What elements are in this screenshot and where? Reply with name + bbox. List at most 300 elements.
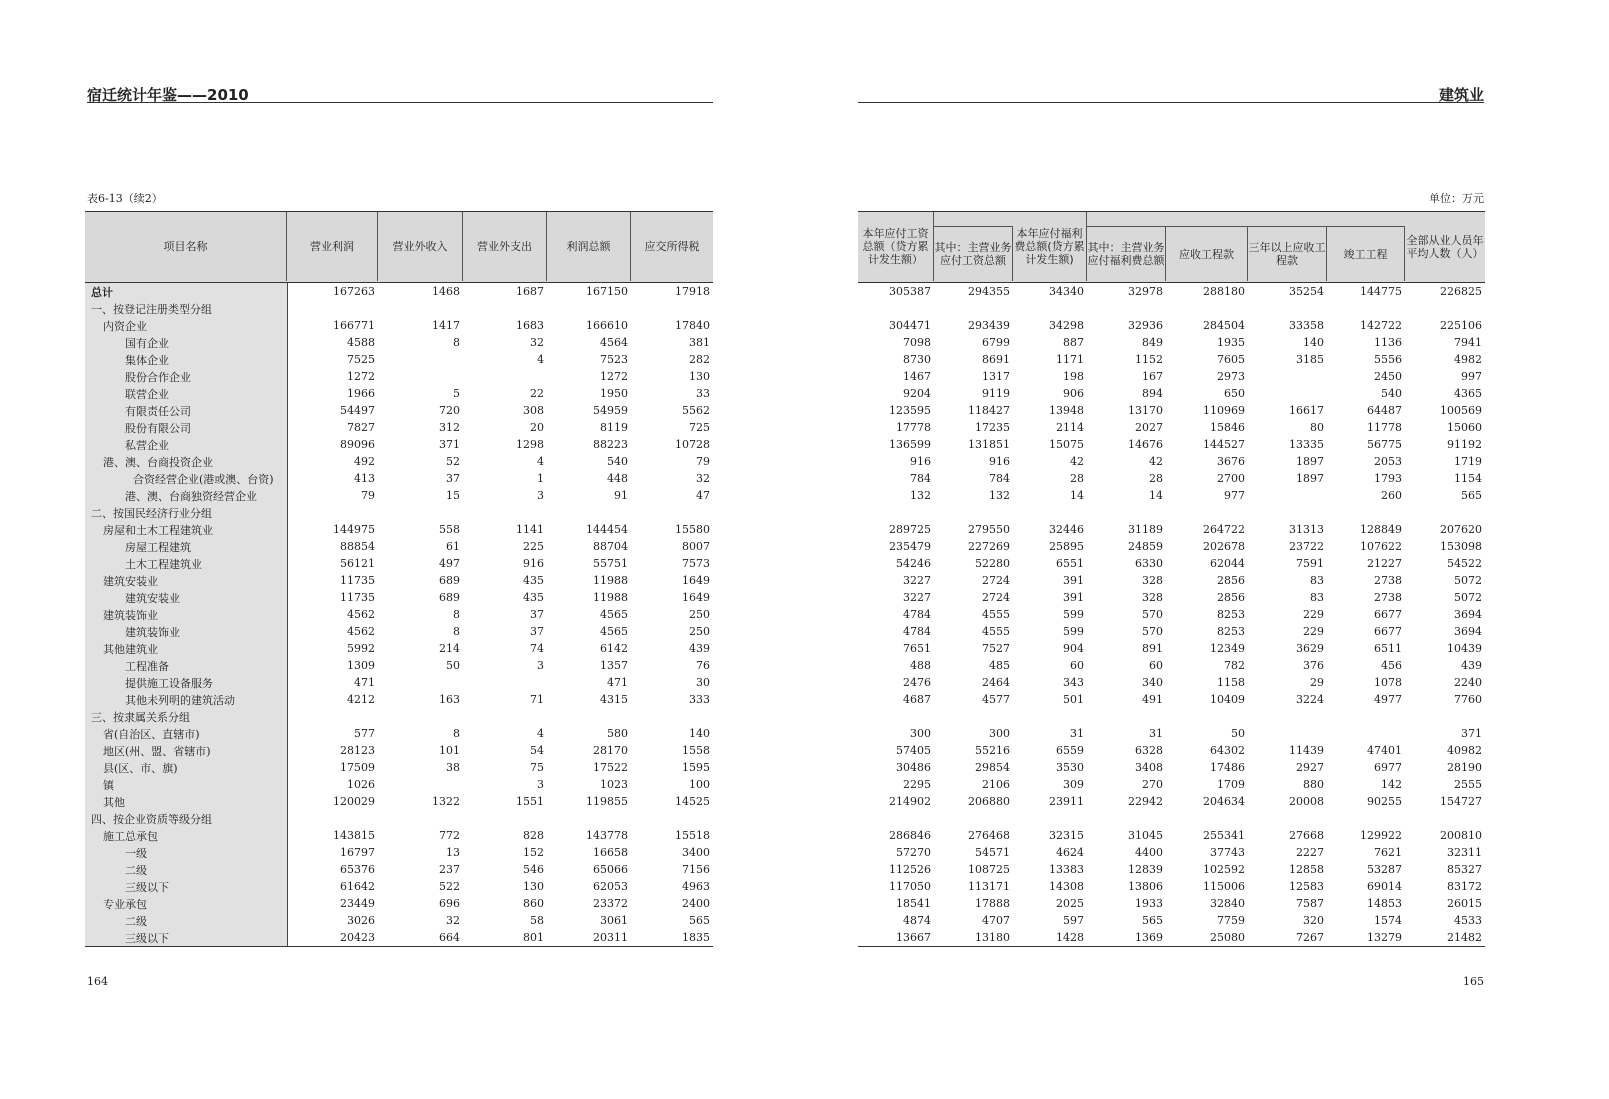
cell-value: 15 — [446, 489, 460, 502]
cell-value: 340 — [1142, 676, 1163, 689]
cell-value: 492 — [354, 455, 375, 468]
cell-value: 4400 — [1135, 846, 1163, 859]
table-row — [858, 351, 1485, 368]
cell-value: 1428 — [1056, 931, 1084, 944]
table-row — [858, 572, 1485, 589]
table-row — [85, 436, 713, 453]
cell-value: 91192 — [1447, 438, 1482, 451]
cell-value: 255341 — [1203, 829, 1245, 842]
cell-value: 1468 — [432, 285, 460, 298]
cell-value: 128849 — [1360, 523, 1402, 536]
cell-value — [858, 504, 934, 521]
cell-value: 4365 — [1454, 387, 1482, 400]
cell-value: 144454 — [586, 523, 628, 536]
cell-value: 6142 — [600, 642, 628, 655]
cell-value: 3224 — [1296, 693, 1324, 706]
cell-value: 129922 — [1360, 829, 1402, 842]
cell-value: 166610 — [586, 319, 628, 332]
cell-value — [1327, 504, 1405, 521]
right-header-rule — [858, 102, 1484, 103]
cell-value: 24859 — [1128, 540, 1163, 553]
cell-value: 720 — [439, 404, 460, 417]
cell-value: 887 — [1063, 336, 1084, 349]
cell-value — [1405, 708, 1485, 725]
row-label: 联营企业 — [85, 385, 287, 402]
cell-value: 3694 — [1454, 608, 1482, 621]
cell-value: 4687 — [903, 693, 931, 706]
cell-value: 13948 — [1049, 404, 1084, 417]
cell-value: 64302 — [1210, 744, 1245, 757]
cell-value: 80 — [1310, 421, 1324, 434]
row-label: 合资经营企业(港或澳、台资) — [85, 470, 287, 487]
cell-value: 226825 — [1440, 285, 1482, 298]
header-wages-total: 本年应付工资总额（贷方累计发生额） — [858, 212, 934, 281]
cell-value: 1709 — [1217, 778, 1245, 791]
cell-value: 7759 — [1217, 914, 1245, 927]
cell-value: 7587 — [1296, 897, 1324, 910]
cell-value — [1166, 504, 1248, 521]
cell-value: 154727 — [1440, 795, 1482, 808]
table-row — [85, 827, 713, 844]
cell-value: 7760 — [1454, 693, 1482, 706]
cell-value: 894 — [1142, 387, 1163, 400]
cell-value: 85327 — [1447, 863, 1482, 876]
cell-value: 3227 — [903, 591, 931, 604]
cell-value: 6559 — [1056, 744, 1084, 757]
table-row — [858, 419, 1485, 436]
cell-value: 34340 — [1049, 285, 1084, 298]
cell-value: 34298 — [1049, 319, 1084, 332]
table-row — [858, 317, 1485, 334]
cell-value: 391 — [1063, 574, 1084, 587]
cell-value: 8119 — [600, 421, 628, 434]
cell-value: 546 — [523, 863, 544, 876]
cell-value: 570 — [1142, 608, 1163, 621]
cell-value: 8007 — [682, 540, 710, 553]
cell-value: 115006 — [1203, 880, 1245, 893]
table-row — [858, 844, 1485, 861]
cell-value: 1935 — [1217, 336, 1245, 349]
table-row — [858, 895, 1485, 912]
unit-label: 单位：万元 — [1429, 192, 1484, 205]
table-row — [85, 504, 713, 521]
row-label: 股份有限公司 — [85, 419, 287, 436]
table-row — [858, 283, 1485, 300]
cell-value: 214 — [439, 642, 460, 655]
cell-value — [1248, 504, 1327, 521]
cell-value: 31 — [1149, 727, 1163, 740]
cell-value: 5562 — [682, 404, 710, 417]
cell-value: 32 — [696, 472, 710, 485]
cell-value: 7573 — [682, 557, 710, 570]
cell-value — [463, 708, 547, 725]
cell-value — [287, 810, 378, 827]
header-avg-employees: 全部从业人员年平均人数（人） — [1405, 212, 1485, 281]
cell-value: 142722 — [1360, 319, 1402, 332]
cell-value: 1793 — [1374, 472, 1402, 485]
cell-value: 391 — [1063, 591, 1084, 604]
cell-value — [378, 368, 463, 385]
cell-value: 782 — [1224, 659, 1245, 672]
cell-value: 32311 — [1447, 846, 1482, 859]
table-row — [85, 317, 713, 334]
cell-value: 1272 — [347, 370, 375, 383]
cell-value — [1166, 708, 1248, 725]
cell-value: 1574 — [1374, 914, 1402, 927]
cell-value — [1327, 300, 1405, 317]
cell-value: 28 — [1149, 472, 1163, 485]
table-row — [858, 640, 1485, 657]
cell-value: 17888 — [975, 897, 1010, 910]
cell-value: 413 — [354, 472, 375, 485]
table-row — [85, 419, 713, 436]
cell-value: 17918 — [675, 285, 710, 298]
row-label: 一、按登记注册类型分组 — [85, 300, 287, 317]
table-row — [85, 555, 713, 572]
cell-value: 10409 — [1210, 693, 1245, 706]
cell-value: 1141 — [516, 523, 544, 536]
cell-value — [858, 300, 934, 317]
cell-value: 25895 — [1049, 540, 1084, 553]
cell-value: 916 — [910, 455, 931, 468]
cell-value: 772 — [439, 829, 460, 842]
cell-value: 4565 — [600, 625, 628, 638]
row-label: 有限责任公司 — [85, 402, 287, 419]
cell-value: 5072 — [1454, 591, 1482, 604]
table-row — [85, 283, 713, 300]
cell-value: 17509 — [340, 761, 375, 774]
cell-value: 22942 — [1128, 795, 1163, 808]
row-label: 其他 — [85, 793, 287, 810]
table-row — [858, 589, 1485, 606]
cell-value — [1327, 810, 1405, 827]
cell-value — [858, 708, 934, 725]
cell-value: 1 — [537, 472, 544, 485]
table-row — [858, 623, 1485, 640]
cell-value: 4577 — [982, 693, 1010, 706]
cell-value: 333 — [689, 693, 710, 706]
cell-value — [934, 504, 1013, 521]
cell-value: 71 — [530, 693, 544, 706]
cell-value: 522 — [439, 880, 460, 893]
cell-value: 4562 — [347, 608, 375, 621]
cell-value: 2856 — [1217, 574, 1245, 587]
cell-value: 1317 — [982, 370, 1010, 383]
right-page-number: 165 — [1463, 975, 1484, 988]
cell-value: 144527 — [1203, 438, 1245, 451]
cell-value: 12583 — [1289, 880, 1324, 893]
cell-value — [1248, 725, 1327, 742]
cell-value: 4212 — [347, 693, 375, 706]
cell-value: 50 — [446, 659, 460, 672]
cell-value — [1405, 300, 1485, 317]
cell-value: 54497 — [340, 404, 375, 417]
cell-value: 108725 — [968, 863, 1010, 876]
cell-value: 1649 — [682, 574, 710, 587]
row-label: 提供施工设备服务 — [85, 674, 287, 691]
cell-value: 31313 — [1289, 523, 1324, 536]
cell-value: 32446 — [1049, 523, 1084, 536]
cell-value: 2476 — [903, 676, 931, 689]
cell-value: 54522 — [1447, 557, 1482, 570]
cell-value: 88704 — [593, 540, 628, 553]
cell-value: 7267 — [1296, 931, 1324, 944]
cell-value: 152 — [523, 846, 544, 859]
cell-value: 664 — [439, 931, 460, 944]
table-row — [858, 878, 1485, 895]
cell-value — [287, 300, 378, 317]
cell-value: 14 — [1149, 489, 1163, 502]
cell-value: 100569 — [1440, 404, 1482, 417]
row-label: 工程准备 — [85, 657, 287, 674]
cell-value: 89096 — [340, 438, 375, 451]
cell-value: 5992 — [347, 642, 375, 655]
cell-value — [547, 300, 631, 317]
cell-value: 7651 — [903, 642, 931, 655]
table-row — [85, 742, 713, 759]
cell-value: 1158 — [1217, 676, 1245, 689]
cell-value — [631, 810, 713, 827]
cell-value — [1166, 300, 1248, 317]
cell-value — [1013, 708, 1087, 725]
table-row — [858, 334, 1485, 351]
cell-value — [631, 708, 713, 725]
cell-value: 227269 — [968, 540, 1010, 553]
cell-value: 3629 — [1296, 642, 1324, 655]
row-label: 二、按国民经济行业分组 — [85, 504, 287, 521]
cell-value: 485 — [989, 659, 1010, 672]
cell-value: 17522 — [593, 761, 628, 774]
cell-value: 343 — [1063, 676, 1084, 689]
cell-value: 312 — [439, 421, 460, 434]
cell-value: 13170 — [1128, 404, 1163, 417]
cell-value: 5072 — [1454, 574, 1482, 587]
cell-value: 284504 — [1203, 319, 1245, 332]
cell-value: 1078 — [1374, 676, 1402, 689]
cell-value: 3185 — [1296, 353, 1324, 366]
row-label: 县(区、市、旗) — [85, 759, 287, 776]
cell-value: 110969 — [1203, 404, 1245, 417]
cell-value: 23372 — [593, 897, 628, 910]
table-row — [85, 793, 713, 810]
cell-value: 17486 — [1210, 761, 1245, 774]
cell-value: 52 — [446, 455, 460, 468]
table-row — [858, 810, 1485, 827]
cell-value: 328 — [1142, 574, 1163, 587]
cell-value: 565 — [1142, 914, 1163, 927]
cell-value: 57405 — [896, 744, 931, 757]
cell-value: 294355 — [968, 285, 1010, 298]
cell-value: 279550 — [968, 523, 1010, 536]
table-row — [85, 776, 713, 793]
table-row — [85, 912, 713, 929]
cell-value: 79 — [696, 455, 710, 468]
cell-value: 8730 — [903, 353, 931, 366]
cell-value: 904 — [1063, 642, 1084, 655]
cell-value: 13335 — [1289, 438, 1324, 451]
cell-value: 130 — [689, 370, 710, 383]
header-old-receivables: 三年以上应收工程款 — [1248, 226, 1327, 281]
cell-value: 860 — [523, 897, 544, 910]
cell-value: 32840 — [1210, 897, 1245, 910]
cell-value: 30486 — [896, 761, 931, 774]
cell-value: 37 — [530, 608, 544, 621]
cell-value: 6328 — [1135, 744, 1163, 757]
cell-value: 1950 — [600, 387, 628, 400]
row-label: 建筑安装业 — [85, 589, 287, 606]
cell-value: 570 — [1142, 625, 1163, 638]
cell-value: 90255 — [1367, 795, 1402, 808]
cell-value: 4 — [537, 727, 544, 740]
cell-value: 3 — [537, 659, 544, 672]
cell-value: 1298 — [516, 438, 544, 451]
cell-value: 102592 — [1203, 863, 1245, 876]
cell-value: 650 — [1224, 387, 1245, 400]
cell-value: 16797 — [340, 846, 375, 859]
row-label: 三级以下 — [85, 878, 287, 895]
cell-value: 214902 — [889, 795, 931, 808]
cell-value — [1087, 708, 1166, 725]
table-row — [85, 640, 713, 657]
cell-value — [1013, 300, 1087, 317]
cell-value — [378, 351, 463, 368]
cell-value: 1272 — [600, 370, 628, 383]
row-label: 建筑装饰业 — [85, 606, 287, 623]
cell-value: 17235 — [975, 421, 1010, 434]
table-row — [858, 487, 1485, 504]
cell-value: 300 — [910, 727, 931, 740]
cell-value — [463, 810, 547, 827]
row-label: 地区(州、盟、省辖市) — [85, 742, 287, 759]
cell-value: 13806 — [1128, 880, 1163, 893]
cell-value: 565 — [689, 914, 710, 927]
cell-value: 13383 — [1049, 863, 1084, 876]
cell-value: 8253 — [1217, 625, 1245, 638]
cell-value: 42 — [1070, 455, 1084, 468]
cell-value: 456 — [1381, 659, 1402, 672]
cell-value: 32936 — [1128, 319, 1163, 332]
cell-value: 4562 — [347, 625, 375, 638]
cell-value: 309 — [1063, 778, 1084, 791]
cell-value: 55751 — [593, 557, 628, 570]
table-row — [858, 555, 1485, 572]
cell-value: 130 — [523, 880, 544, 893]
cell-value: 12858 — [1289, 863, 1324, 876]
cell-value: 136599 — [889, 438, 931, 451]
cell-value: 21482 — [1447, 931, 1482, 944]
cell-value — [858, 810, 934, 827]
table-row — [85, 623, 713, 640]
cell-value — [1166, 810, 1248, 827]
header-main-welfare: 其中：主营业务应付福利费总额 — [1087, 226, 1166, 281]
cell-value: 62053 — [593, 880, 628, 893]
cell-value: 1966 — [347, 387, 375, 400]
cell-value: 13 — [446, 846, 460, 859]
cell-value: 14 — [1070, 489, 1084, 502]
table-row — [85, 861, 713, 878]
cell-value: 2700 — [1217, 472, 1245, 485]
cell-value: 14853 — [1367, 897, 1402, 910]
cell-value: 7156 — [682, 863, 710, 876]
cell-value: 131851 — [968, 438, 1010, 451]
cell-value: 30 — [696, 676, 710, 689]
cell-value: 37 — [530, 625, 544, 638]
table-row — [858, 742, 1485, 759]
cell-value: 371 — [439, 438, 460, 451]
cell-value: 3694 — [1454, 625, 1482, 638]
cell-value: 40982 — [1447, 744, 1482, 757]
cell-value: 8253 — [1217, 608, 1245, 621]
cell-value: 1171 — [1056, 353, 1084, 366]
table-row — [85, 521, 713, 538]
cell-value: 8691 — [982, 353, 1010, 366]
cell-value: 1595 — [682, 761, 710, 774]
cell-value: 448 — [607, 472, 628, 485]
cell-value: 38 — [446, 761, 460, 774]
table-row — [858, 657, 1485, 674]
cell-value: 229 — [1303, 625, 1324, 638]
cell-value: 439 — [689, 642, 710, 655]
cell-value: 142 — [1381, 778, 1402, 791]
cell-value: 540 — [1381, 387, 1402, 400]
cell-value: 29 — [1310, 676, 1324, 689]
cell-value — [934, 810, 1013, 827]
cell-value: 88223 — [593, 438, 628, 451]
cell-value: 997 — [1461, 370, 1482, 383]
cell-value: 565 — [1461, 489, 1482, 502]
cell-value: 580 — [607, 727, 628, 740]
cell-value: 6799 — [982, 336, 1010, 349]
cell-value — [1248, 368, 1327, 385]
cell-value: 21227 — [1367, 557, 1402, 570]
table-row — [858, 385, 1485, 402]
cell-value — [631, 504, 713, 521]
cell-value: 4982 — [1454, 353, 1482, 366]
cell-value — [463, 300, 547, 317]
table-row — [85, 844, 713, 861]
cell-value: 828 — [523, 829, 544, 842]
cell-value: 79 — [361, 489, 375, 502]
cell-value: 76 — [696, 659, 710, 672]
row-label: 施工总承包 — [85, 827, 287, 844]
cell-value: 17778 — [896, 421, 931, 434]
cell-value — [1405, 810, 1485, 827]
table-row — [85, 538, 713, 555]
table-row — [85, 929, 713, 947]
table-row — [858, 793, 1485, 810]
row-label: 房屋工程建筑 — [85, 538, 287, 555]
cell-value: 65066 — [593, 863, 628, 876]
table-row — [858, 674, 1485, 691]
cell-value: 1719 — [1454, 455, 1482, 468]
row-label: 三、按隶属关系分组 — [85, 708, 287, 725]
cell-value: 471 — [354, 676, 375, 689]
cell-value: 1023 — [600, 778, 628, 791]
cell-value: 599 — [1063, 625, 1084, 638]
cell-value: 1322 — [432, 795, 460, 808]
cell-value: 52280 — [975, 557, 1010, 570]
cell-value: 2738 — [1374, 591, 1402, 604]
table-row — [85, 385, 713, 402]
cell-value: 8 — [453, 625, 460, 638]
cell-value: 140 — [689, 727, 710, 740]
cell-value: 250 — [689, 625, 710, 638]
cell-value: 2106 — [982, 778, 1010, 791]
cell-value: 3227 — [903, 574, 931, 587]
cell-value: 2927 — [1296, 761, 1324, 774]
cell-value: 167 — [1142, 370, 1163, 383]
cell-value: 11439 — [1289, 744, 1324, 757]
